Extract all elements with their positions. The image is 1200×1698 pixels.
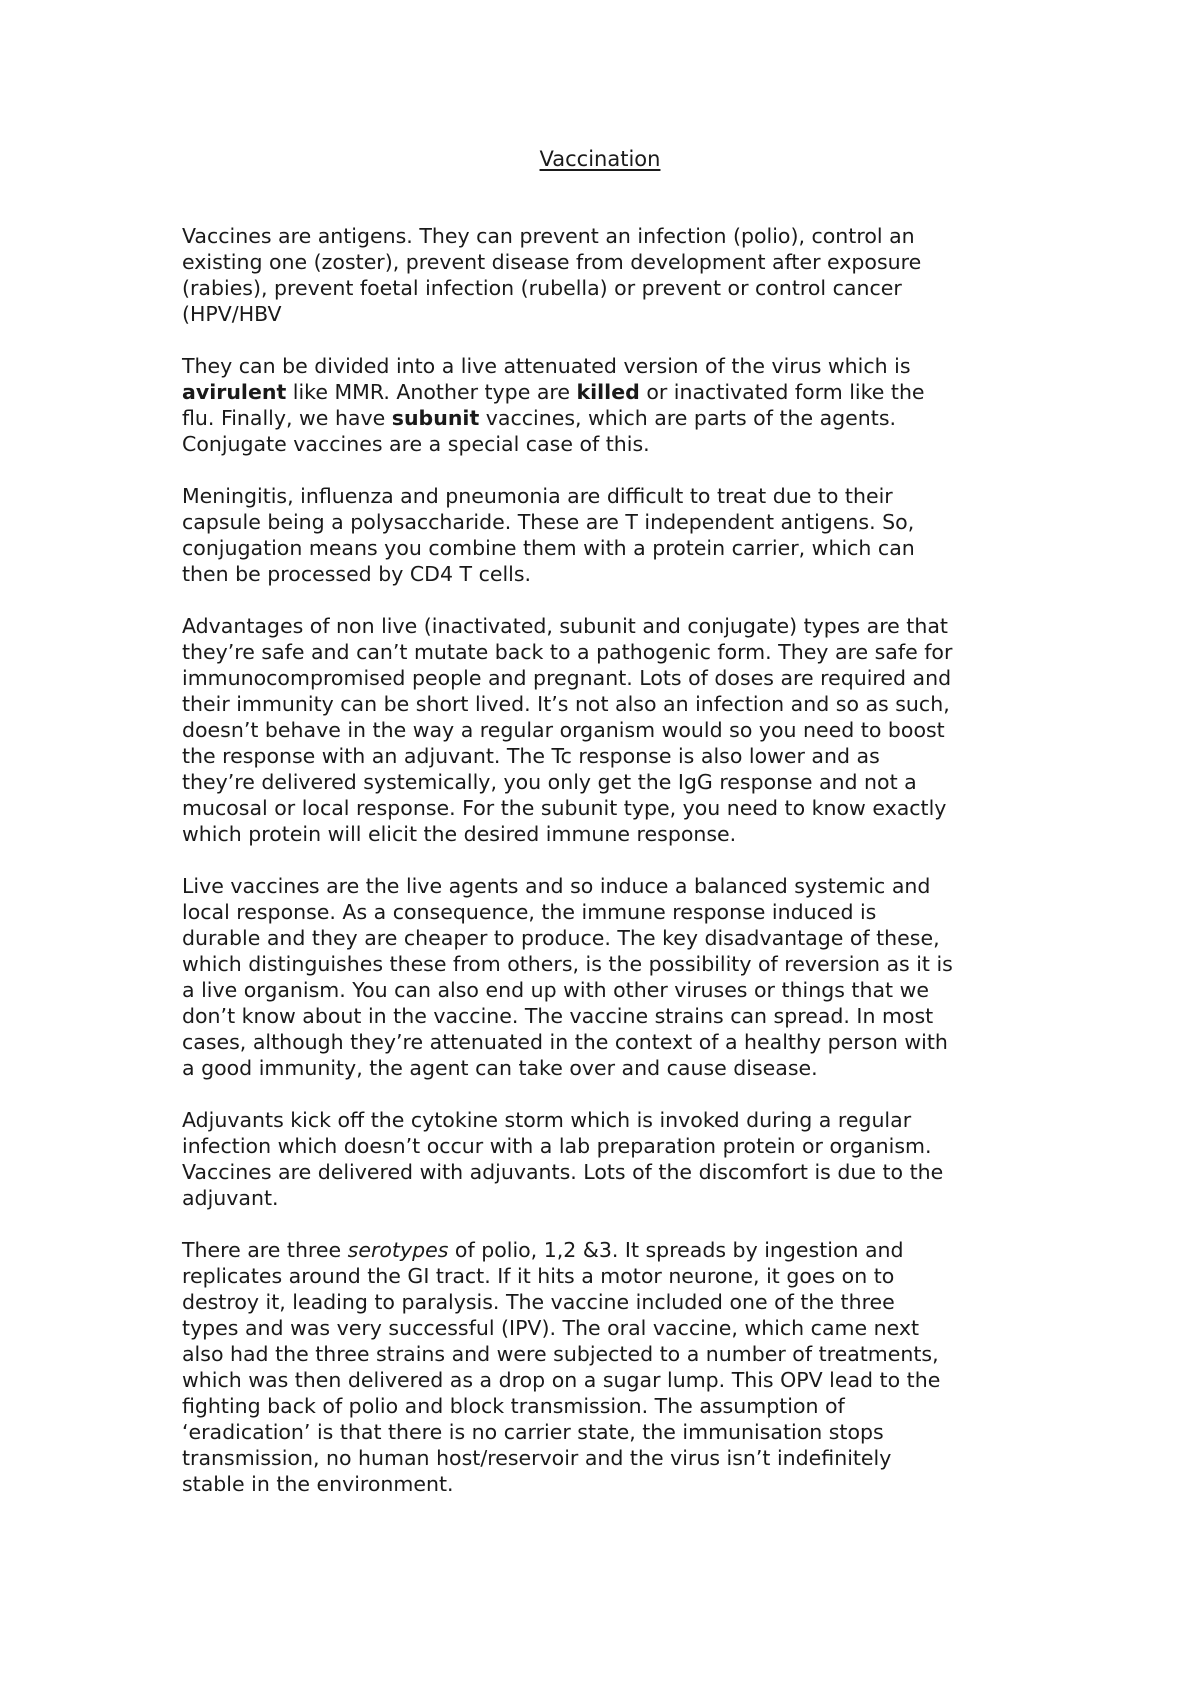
text-line: Vaccines are delivered with adjuvants. Lots of the discomfort is due to the — [182, 1160, 944, 1184]
text-line: don’t know about in the vaccine. The vaccine strains can spread. In most — [182, 1004, 934, 1028]
text-line: mucosal or local response. For the subunit type, you need to know exactly — [182, 796, 947, 820]
paragraph-adjuvants — [182, 1107, 1027, 1211]
text-run: There are three — [182, 1238, 348, 1262]
text-line: transmission, no human host/reservoir and the virus isn’t indefinitely — [182, 1446, 892, 1470]
text-line: doesn’t behave in the way a regular organism would so you need to boost — [182, 718, 945, 742]
document-body — [182, 223, 1027, 1523]
text-line: Adjuvants kick off the cytokine storm which is invoked during a regular — [182, 1108, 912, 1132]
bold-term-avirulent: avirulent — [182, 380, 287, 404]
text-line: the response with an adjuvant. The Tc response is also lower and as — [182, 744, 880, 768]
text-line: stable in the environment. — [182, 1472, 454, 1496]
document-title: Vaccination — [539, 147, 661, 171]
text-run: like MMR. Another type are — [286, 380, 577, 404]
paragraph-vaccine-types — [182, 353, 1027, 457]
text-line: they’re delivered systemically, you only get the IgG response and not a — [182, 770, 917, 794]
text-line: which protein will elicit the desired immune response. — [182, 822, 737, 846]
text-line: (HPV/HBV — [182, 302, 282, 326]
text-line: they’re safe and can’t mutate back to a pathogenic form. They are safe for — [182, 640, 953, 664]
text-line: Live vaccines are the live agents and so induce a balanced systemic and — [182, 874, 931, 898]
text-line: which distinguishes these from others, is the possibility of reversion as it is — [182, 952, 953, 976]
text-line: local response. As a consequence, the immune response induced is — [182, 900, 877, 924]
text-line: existing one (zoster), prevent disease from development after exposure — [182, 250, 922, 274]
text-line: adjuvant. — [182, 1186, 279, 1210]
text-line: Vaccines are antigens. They can prevent an infection (polio), control an — [182, 224, 915, 248]
text-line: capsule being a polysaccharide. These are T independent antigens. So, — [182, 510, 915, 534]
paragraph-conjugation — [182, 483, 1027, 587]
text-line: (rabies), prevent foetal infection (rubella) or prevent or control cancer — [182, 276, 902, 300]
text-run: or inactivated form like the — [639, 380, 925, 404]
text-run: flu. Finally, we have — [182, 406, 392, 430]
italic-term-serotypes: serotypes — [347, 1238, 449, 1262]
text-line: their immunity can be short lived. It’s not also an infection and so as such, — [182, 692, 950, 716]
text-line: a live organism. You can also end up with other viruses or things that we — [182, 978, 929, 1002]
bold-term-killed: killed — [576, 380, 640, 404]
text-line: which was then delivered as a drop on a sugar lump. This OPV lead to the — [182, 1368, 941, 1392]
text-line: cases, although they’re attenuated in the context of a healthy person with — [182, 1030, 948, 1054]
text-run: vaccines, which are parts of the agents. — [479, 406, 897, 430]
text-line: replicates around the GI tract. If it hits a motor neurone, it goes on to — [182, 1264, 895, 1288]
paragraph-polio — [182, 1237, 1027, 1497]
paragraph-non-live-advantages — [182, 613, 1027, 847]
text-line: Conjugate vaccines are a special case of this. — [182, 432, 650, 456]
text-line: destroy it, leading to paralysis. The vaccine included one of the three — [182, 1290, 895, 1314]
text-run: of polio, 1,2 &3. It spreads by ingestion and — [448, 1238, 904, 1262]
text-line — [182, 1237, 1027, 1263]
bold-term-subunit: subunit — [391, 406, 480, 430]
text-line: infection which doesn’t occur with a lab preparation protein or organism. — [182, 1134, 932, 1158]
text-line: immunocompromised people and pregnant. Lots of doses are required and — [182, 666, 952, 690]
paragraph-vaccines-intro — [182, 223, 1027, 327]
text-line: then be processed by CD4 T cells. — [182, 562, 532, 586]
text-line: They can be divided into a live attenuated version of the virus which is — [182, 354, 911, 378]
text-line: fighting back of polio and block transmission. The assumption of — [182, 1394, 845, 1418]
text-line: durable and they are cheaper to produce. The key disadvantage of these, — [182, 926, 940, 950]
text-line: a good immunity, the agent can take over and cause disease. — [182, 1056, 818, 1080]
text-line — [182, 379, 1027, 405]
text-line: conjugation means you combine them with a protein carrier, which can — [182, 536, 915, 560]
text-line: ‘eradication’ is that there is no carrier state, the immunisation stops — [182, 1420, 884, 1444]
text-line: Advantages of non live (inactivated, subunit and conjugate) types are that — [182, 614, 948, 638]
text-line: Meningitis, influenza and pneumonia are difficult to treat due to their — [182, 484, 893, 508]
text-line: types and was very successful (IPV). The oral vaccine, which came next — [182, 1316, 920, 1340]
paragraph-live-vaccines — [182, 873, 1027, 1081]
text-line — [182, 405, 1027, 431]
text-line: also had the three strains and were subjected to a number of treatments, — [182, 1342, 939, 1366]
